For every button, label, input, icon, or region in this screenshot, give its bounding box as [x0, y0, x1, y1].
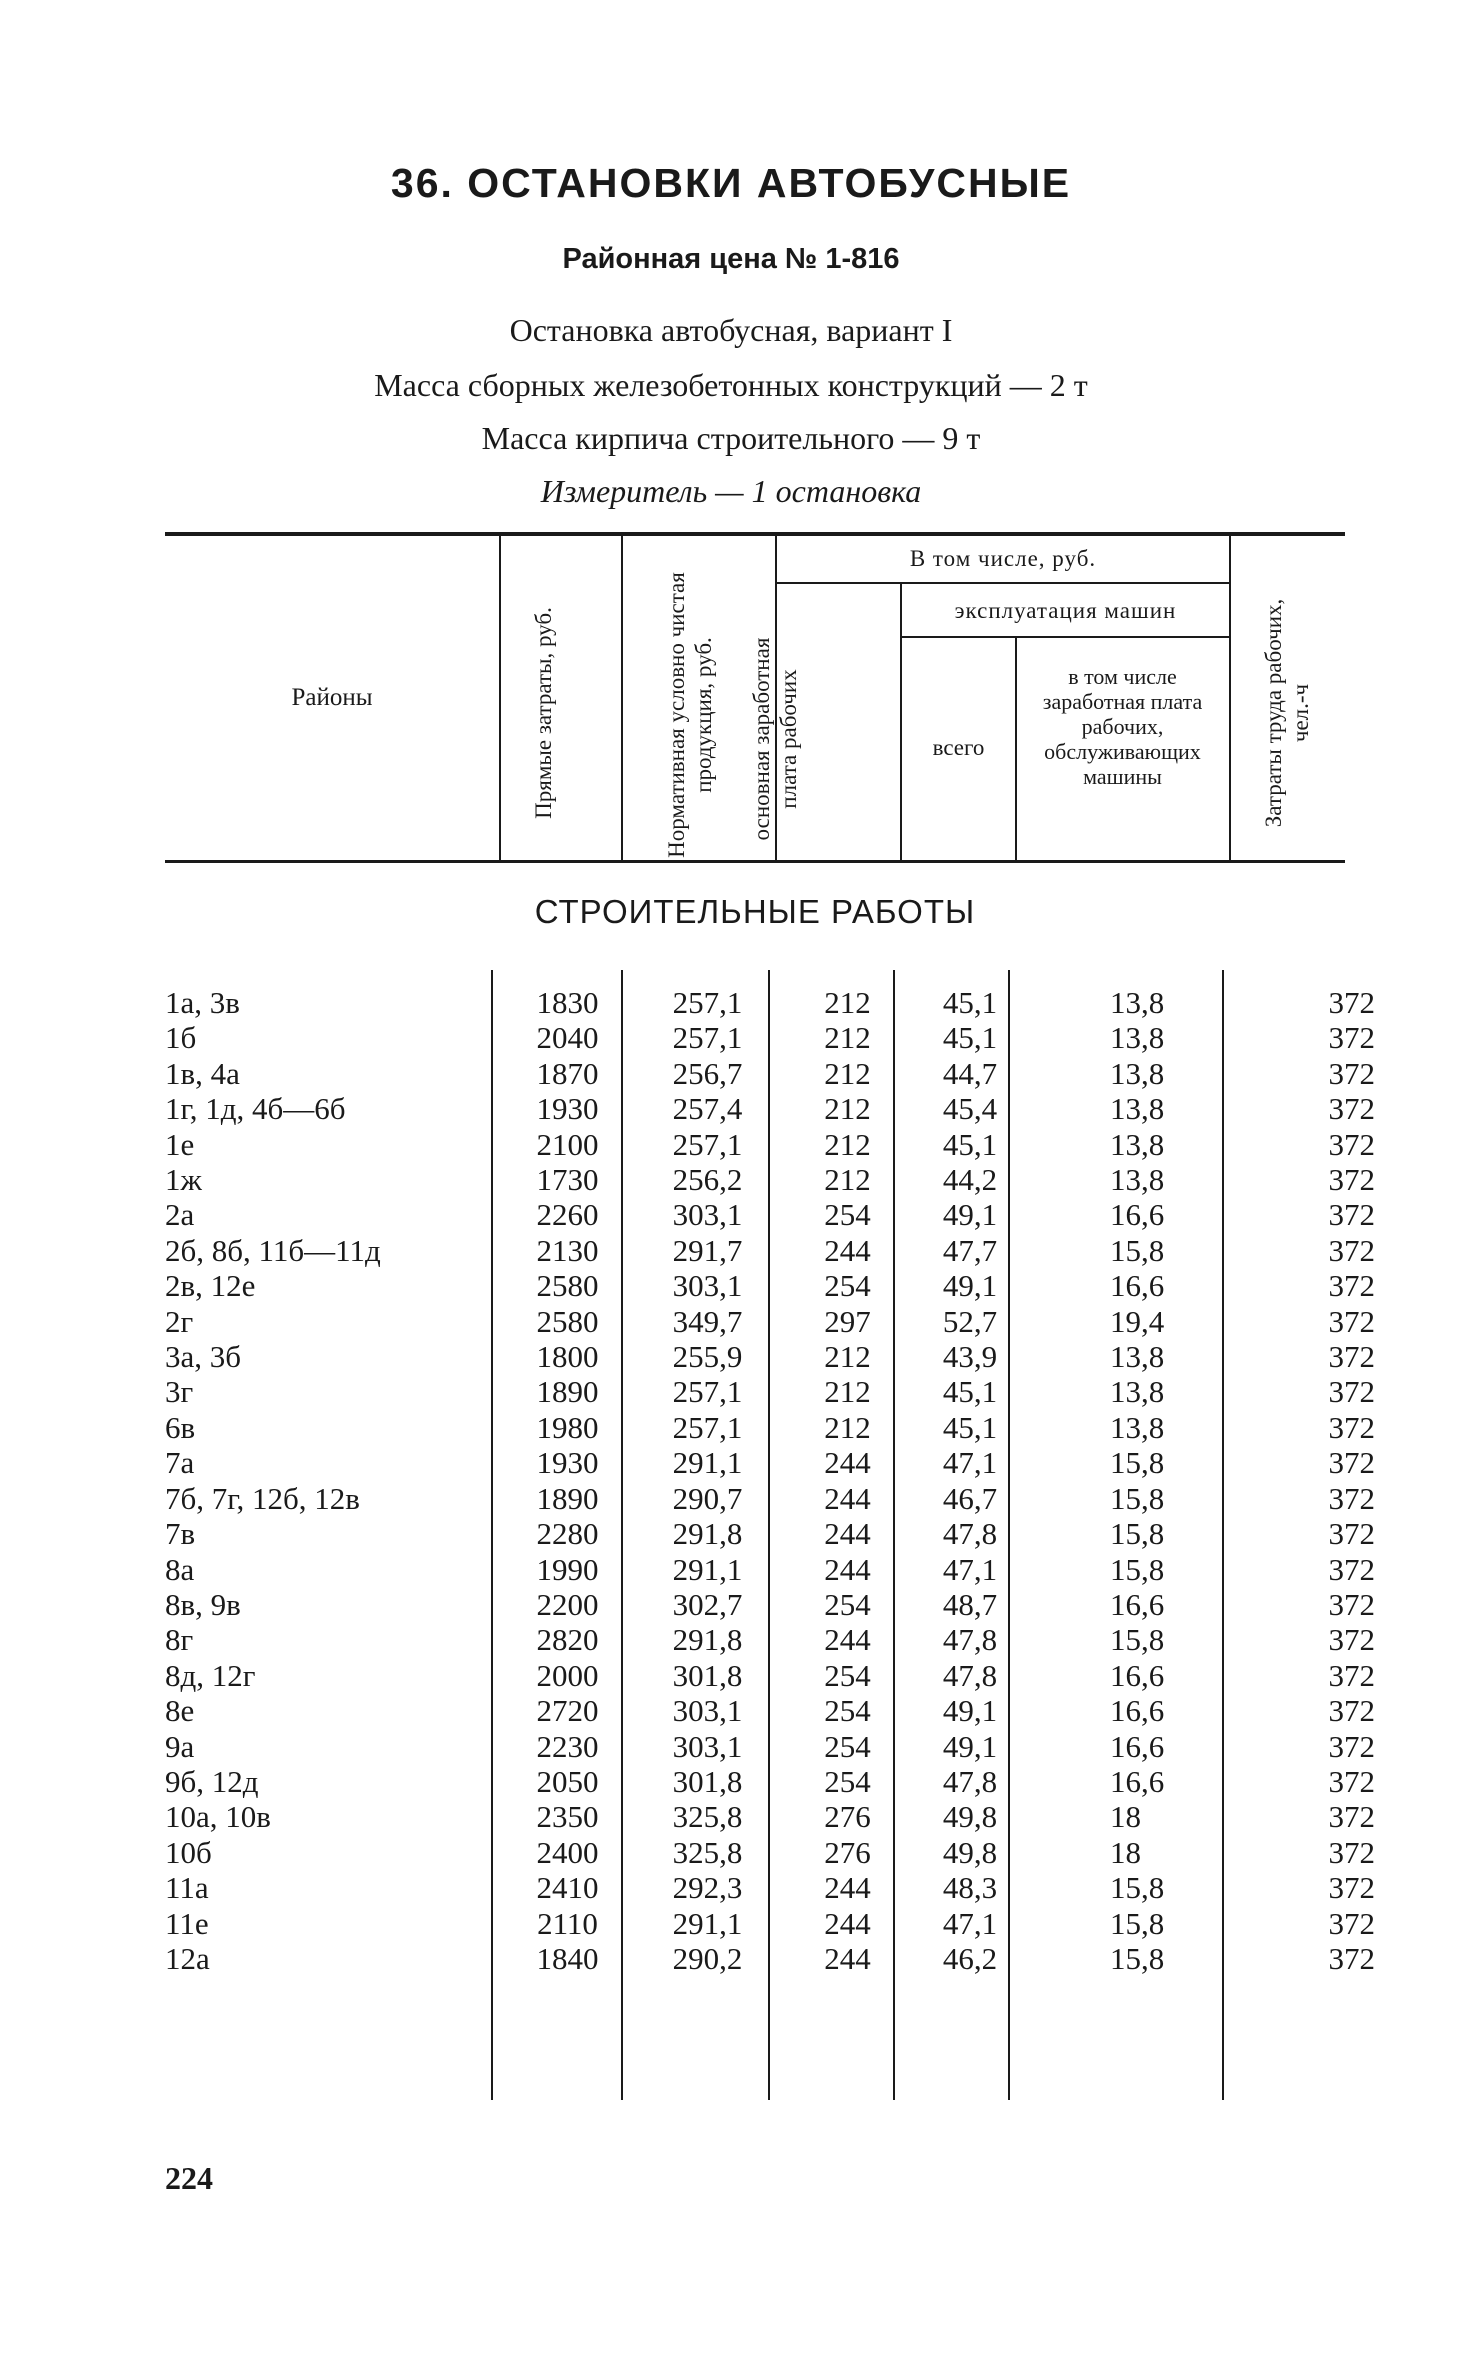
- machine-total-cell: 45,1: [942, 1126, 998, 1162]
- region-cell: 3а, 3б: [165, 1339, 242, 1375]
- labor-cell: 372: [1328, 1516, 1375, 1552]
- table-row: [165, 1941, 1375, 1976]
- machine-total-cell: 44,7: [942, 1055, 998, 1091]
- table-row: [165, 1835, 1375, 1870]
- labor-cell: 372: [1328, 1197, 1375, 1233]
- machine-wage-cell: 18: [1110, 1799, 1141, 1835]
- normative-cell: 303,1: [672, 1268, 743, 1304]
- normative-cell: 255,9: [672, 1339, 743, 1375]
- header-bottom-rule: [165, 860, 1345, 863]
- machine-wage-cell: 16,6: [1110, 1268, 1165, 1304]
- base-wage-cell: 244: [824, 1480, 871, 1516]
- region-cell: 8а: [165, 1551, 195, 1587]
- header-machine-operation: эксплуатация машин: [954, 598, 1177, 623]
- direct-costs-cell: 1830: [536, 985, 599, 1020]
- direct-costs-cell: 1930: [536, 1091, 599, 1127]
- machine-total-cell: 47,8: [942, 1763, 998, 1799]
- machine-total-cell: 47,8: [942, 1516, 998, 1552]
- machine-total-cell: 43,9: [942, 1339, 998, 1375]
- machine-wage-cell: 16,6: [1110, 1657, 1165, 1693]
- table-row: [165, 1516, 1375, 1551]
- table-row: [165, 1091, 1375, 1126]
- labor-cell: 372: [1328, 1728, 1375, 1764]
- direct-costs-cell: 2410: [536, 1870, 599, 1906]
- direct-costs-cell: 2200: [536, 1586, 599, 1622]
- region-cell: 11а: [165, 1870, 209, 1906]
- machine-wage-cell: 15,8: [1110, 1516, 1165, 1552]
- labor-cell: 372: [1328, 1940, 1375, 1976]
- region-cell: 1в, 4а: [165, 1055, 240, 1091]
- labor-cell: 372: [1328, 1834, 1375, 1870]
- table-row: [165, 985, 1375, 1020]
- base-wage-cell: 212: [824, 1339, 871, 1375]
- labor-cell: 372: [1328, 1268, 1375, 1304]
- machine-total-cell: 49,1: [942, 1728, 998, 1764]
- page-title: 36. ОСТАНОВКИ АВТОБУСНЫЕ: [390, 160, 1072, 206]
- machine-total-cell: 47,8: [942, 1657, 998, 1693]
- machine-wage-cell: 13,8: [1110, 1374, 1165, 1410]
- machine-wage-cell: 15,8: [1110, 1940, 1165, 1976]
- base-wage-cell: 254: [824, 1268, 871, 1304]
- direct-costs-cell: 1870: [536, 1055, 599, 1091]
- direct-costs-cell: 1840: [536, 1940, 599, 1976]
- base-wage-cell: 212: [824, 1020, 871, 1056]
- base-wage-cell: 297: [824, 1303, 871, 1339]
- region-cell: 2в, 12е: [165, 1268, 256, 1304]
- labor-cell: 372: [1328, 1763, 1375, 1799]
- normative-cell: 303,1: [672, 1728, 743, 1764]
- region-cell: 1г, 1д, 4б—6б: [165, 1091, 346, 1127]
- normative-cell: 290,7: [672, 1480, 743, 1516]
- direct-costs-cell: 2100: [536, 1126, 599, 1162]
- machine-total-cell: 47,1: [942, 1445, 998, 1481]
- normative-cell: 291,1: [672, 1445, 743, 1481]
- table-row: [165, 1622, 1375, 1657]
- labor-cell: 372: [1328, 1445, 1375, 1481]
- machine-wage-cell: 15,8: [1110, 1445, 1165, 1481]
- normative-cell: 257,1: [672, 1374, 743, 1410]
- normative-cell: 257,4: [672, 1091, 743, 1127]
- machine-total-cell: 49,8: [942, 1799, 998, 1835]
- header-machine-total: всего: [932, 735, 985, 760]
- normative-cell: 325,8: [672, 1799, 743, 1835]
- direct-costs-cell: 2720: [536, 1693, 599, 1729]
- region-cell: 7в: [165, 1516, 196, 1552]
- base-wage-cell: 244: [824, 1905, 871, 1941]
- normative-cell: 303,1: [672, 1197, 743, 1233]
- normative-cell: 291,1: [672, 1551, 743, 1587]
- table-row: [165, 1268, 1375, 1303]
- labor-cell: 372: [1328, 1586, 1375, 1622]
- machine-wage-cell: 15,8: [1110, 1551, 1165, 1587]
- direct-costs-cell: 1990: [536, 1551, 599, 1587]
- base-wage-cell: 244: [824, 1940, 871, 1976]
- header-divider: [902, 636, 1229, 638]
- region-cell: 2б, 8б, 11б—11д: [165, 1232, 381, 1268]
- brick-mass-line: Масса кирпича строительного — 9 т: [481, 420, 981, 456]
- machine-wage-cell: 16,6: [1110, 1693, 1165, 1729]
- machine-wage-cell: 13,8: [1110, 1162, 1165, 1198]
- machine-wage-cell: 13,8: [1110, 1091, 1165, 1127]
- header-divider: [499, 536, 501, 860]
- base-wage-cell: 212: [824, 1409, 871, 1445]
- table-row: [165, 1304, 1375, 1339]
- table-row: [165, 1587, 1375, 1622]
- table-row: [165, 1127, 1375, 1162]
- direct-costs-cell: 2130: [536, 1232, 599, 1268]
- base-wage-cell: 254: [824, 1586, 871, 1622]
- machine-wage-cell: 15,8: [1110, 1905, 1165, 1941]
- direct-costs-cell: 2820: [536, 1622, 599, 1658]
- machine-total-cell: 49,1: [942, 1197, 998, 1233]
- normative-cell: 292,3: [672, 1870, 743, 1906]
- header-direct-costs: Прямые затраты, руб.: [531, 607, 556, 819]
- page-number: 224: [165, 2160, 213, 2196]
- region-cell: 9б, 12д: [165, 1763, 259, 1799]
- direct-costs-cell: 2580: [536, 1268, 599, 1304]
- header-divider: [1015, 638, 1017, 860]
- region-cell: 3г: [165, 1374, 194, 1410]
- machine-total-cell: 49,8: [942, 1834, 998, 1870]
- base-wage-cell: 254: [824, 1657, 871, 1693]
- header-normative-output: Нормативная условно чистая продукция, руб.: [664, 572, 716, 858]
- labor-cell: 372: [1328, 1870, 1375, 1906]
- unit-line: Измеритель — 1 остановка: [540, 473, 922, 509]
- concrete-mass-line: Масса сборных железобетонных конструкций — 2 т: [374, 367, 1088, 403]
- normative-cell: 257,1: [672, 1020, 743, 1056]
- normative-cell: 301,8: [672, 1763, 743, 1799]
- table-row: [165, 1056, 1375, 1091]
- labor-cell: 372: [1328, 1657, 1375, 1693]
- machine-total-cell: 47,7: [942, 1232, 998, 1268]
- table-row: [165, 1481, 1375, 1516]
- machine-wage-cell: 19,4: [1110, 1303, 1165, 1339]
- table-row: [165, 1162, 1375, 1197]
- base-wage-cell: 212: [824, 1126, 871, 1162]
- base-wage-cell: 244: [824, 1232, 871, 1268]
- machine-total-cell: 46,2: [942, 1940, 998, 1976]
- labor-cell: 372: [1328, 1409, 1375, 1445]
- table-row: [165, 1020, 1375, 1055]
- direct-costs-cell: 2260: [536, 1197, 599, 1233]
- direct-costs-cell: 2110: [537, 1905, 598, 1941]
- machine-total-cell: 46,7: [942, 1480, 998, 1516]
- machine-total-cell: 49,1: [942, 1268, 998, 1304]
- labor-cell: 372: [1328, 1162, 1375, 1198]
- base-wage-cell: 244: [824, 1445, 871, 1481]
- direct-costs-cell: 2000: [536, 1657, 599, 1693]
- labor-cell: 372: [1328, 1622, 1375, 1658]
- machine-total-cell: 52,7: [942, 1303, 998, 1339]
- machine-total-cell: 47,1: [942, 1551, 998, 1587]
- header-divider: [900, 584, 902, 860]
- direct-costs-cell: 2580: [536, 1303, 599, 1339]
- direct-costs-cell: 2040: [536, 1020, 599, 1056]
- header-regions: Районы: [291, 684, 373, 711]
- table-top-rule: [165, 532, 1345, 536]
- table-row: [165, 1233, 1375, 1268]
- region-cell: 8е: [165, 1693, 195, 1729]
- table-row: [165, 1870, 1375, 1905]
- base-wage-cell: 212: [824, 985, 871, 1020]
- labor-cell: 372: [1328, 1091, 1375, 1127]
- table-row: [165, 1552, 1375, 1587]
- labor-cell: 372: [1328, 1303, 1375, 1339]
- machine-total-cell: 45,1: [942, 1020, 998, 1056]
- header-divider: [621, 536, 623, 860]
- labor-cell: 372: [1328, 1551, 1375, 1587]
- region-cell: 9а: [165, 1728, 195, 1764]
- direct-costs-cell: 1930: [536, 1445, 599, 1481]
- header-divider: [777, 582, 1229, 584]
- machine-total-cell: 49,1: [942, 1693, 998, 1729]
- normative-cell: 290,2: [672, 1940, 743, 1976]
- region-cell: 1а, 3в: [165, 985, 240, 1020]
- labor-cell: 372: [1328, 1055, 1375, 1091]
- machine-wage-cell: 16,6: [1110, 1763, 1165, 1799]
- machine-total-cell: 47,8: [942, 1622, 998, 1658]
- direct-costs-cell: 2050: [536, 1763, 599, 1799]
- labor-cell: 372: [1328, 985, 1375, 1020]
- header-including: В том числе, руб.: [909, 546, 1097, 571]
- labor-cell: 372: [1328, 1020, 1375, 1056]
- machine-wage-cell: 15,8: [1110, 1232, 1165, 1268]
- prices-table-body: [165, 985, 1375, 1976]
- normative-cell: 302,7: [672, 1586, 743, 1622]
- normative-cell: 301,8: [672, 1657, 743, 1693]
- header-labor-costs: Затраты труда рабочих, чел.-ч: [1261, 598, 1313, 828]
- region-cell: 7а: [165, 1445, 195, 1481]
- direct-costs-cell: 2350: [536, 1799, 599, 1835]
- machine-total-cell: 45,1: [942, 1409, 998, 1445]
- header-divider: [1229, 536, 1231, 860]
- region-cell: 12а: [165, 1940, 210, 1976]
- machine-wage-cell: 13,8: [1110, 1020, 1165, 1056]
- direct-costs-cell: 1800: [536, 1339, 599, 1375]
- table-row: [165, 1197, 1375, 1232]
- machine-wage-cell: 13,8: [1110, 1409, 1165, 1445]
- region-cell: 8в, 9в: [165, 1586, 241, 1622]
- base-wage-cell: 254: [824, 1728, 871, 1764]
- labor-cell: 372: [1328, 1232, 1375, 1268]
- table-row: [165, 1339, 1375, 1374]
- normative-cell: 291,8: [672, 1622, 743, 1658]
- prices-table: [165, 985, 1375, 1976]
- labor-cell: 372: [1328, 1693, 1375, 1729]
- region-cell: 10б: [165, 1834, 212, 1870]
- base-wage-cell: 276: [824, 1834, 871, 1870]
- normative-cell: 291,1: [672, 1905, 743, 1941]
- header-machine-wage: в том числе заработная плата рабочих, обслуживающих машины: [1042, 664, 1203, 789]
- direct-costs-cell: 1980: [536, 1409, 599, 1445]
- labor-cell: 372: [1328, 1374, 1375, 1410]
- normative-cell: 325,8: [672, 1834, 743, 1870]
- region-cell: 11е: [165, 1905, 209, 1941]
- normative-cell: 291,7: [672, 1232, 743, 1268]
- machine-wage-cell: 16,6: [1110, 1586, 1165, 1622]
- machine-wage-cell: 16,6: [1110, 1728, 1165, 1764]
- normative-cell: 257,1: [672, 1126, 743, 1162]
- machine-wage-cell: 16,6: [1110, 1197, 1165, 1233]
- base-wage-cell: 276: [824, 1799, 871, 1835]
- machine-wage-cell: 18: [1110, 1834, 1141, 1870]
- normative-cell: 303,1: [672, 1693, 743, 1729]
- base-wage-cell: 254: [824, 1693, 871, 1729]
- machine-total-cell: 47,1: [942, 1905, 998, 1941]
- labor-cell: 372: [1328, 1339, 1375, 1375]
- region-cell: 1б: [165, 1020, 197, 1056]
- machine-total-cell: 48,3: [942, 1870, 998, 1906]
- table-row: [165, 1729, 1375, 1764]
- base-wage-cell: 254: [824, 1197, 871, 1233]
- direct-costs-cell: 2230: [536, 1728, 599, 1764]
- direct-costs-cell: 2400: [536, 1834, 599, 1870]
- normative-cell: 257,1: [672, 985, 743, 1020]
- machine-wage-cell: 13,8: [1110, 1126, 1165, 1162]
- base-wage-cell: 212: [824, 1162, 871, 1198]
- region-cell: 1е: [165, 1126, 195, 1162]
- region-cell: 10а, 10в: [165, 1799, 271, 1835]
- base-wage-cell: 254: [824, 1763, 871, 1799]
- machine-total-cell: 44,2: [942, 1162, 998, 1198]
- normative-cell: 349,7: [672, 1303, 743, 1339]
- base-wage-cell: 244: [824, 1870, 871, 1906]
- base-wage-cell: 244: [824, 1551, 871, 1587]
- base-wage-cell: 212: [824, 1091, 871, 1127]
- machine-wage-cell: 13,8: [1110, 1055, 1165, 1091]
- base-wage-cell: 244: [824, 1622, 871, 1658]
- machine-wage-cell: 13,8: [1110, 1339, 1165, 1375]
- machine-total-cell: 45,1: [942, 1374, 998, 1410]
- machine-wage-cell: 13,8: [1110, 985, 1165, 1020]
- labor-cell: 372: [1328, 1126, 1375, 1162]
- machine-wage-cell: 15,8: [1110, 1480, 1165, 1516]
- table-row: [165, 1906, 1375, 1941]
- normative-cell: 257,1: [672, 1409, 743, 1445]
- machine-wage-cell: 15,8: [1110, 1622, 1165, 1658]
- labor-cell: 372: [1328, 1905, 1375, 1941]
- direct-costs-cell: 1890: [536, 1374, 599, 1410]
- region-cell: 8г: [165, 1622, 194, 1658]
- direct-costs-cell: 1890: [536, 1480, 599, 1516]
- table-row: [165, 1764, 1375, 1799]
- base-wage-cell: 212: [824, 1374, 871, 1410]
- direct-costs-cell: 2280: [536, 1516, 599, 1552]
- region-cell: 2а: [165, 1197, 195, 1233]
- base-wage-cell: 244: [824, 1516, 871, 1552]
- direct-costs-cell: 1730: [536, 1162, 599, 1198]
- machine-wage-cell: 15,8: [1110, 1870, 1165, 1906]
- table-row: [165, 1374, 1375, 1409]
- section-heading: СТРОИТЕЛЬНЫЕ РАБОТЫ: [534, 893, 976, 930]
- machine-total-cell: 45,1: [942, 985, 998, 1020]
- table-row: [165, 1410, 1375, 1445]
- base-wage-cell: 212: [824, 1055, 871, 1091]
- normative-cell: 256,7: [672, 1055, 743, 1091]
- machine-total-cell: 48,7: [942, 1586, 998, 1622]
- region-cell: 1ж: [165, 1162, 202, 1198]
- machine-total-cell: 45,4: [942, 1091, 998, 1127]
- table-row: [165, 1799, 1375, 1834]
- variant-line: Остановка автобусная, вариант I: [509, 312, 953, 348]
- region-cell: 7б, 7г, 12б, 12в: [165, 1480, 360, 1516]
- normative-cell: 291,8: [672, 1516, 743, 1552]
- region-cell: 6в: [165, 1409, 196, 1445]
- labor-cell: 372: [1328, 1799, 1375, 1835]
- labor-cell: 372: [1328, 1480, 1375, 1516]
- header-base-wage: основная заработная плата рабочих: [749, 637, 801, 841]
- district-price: Районная цена № 1-816: [562, 243, 900, 275]
- table-row: [165, 1658, 1375, 1693]
- region-cell: 8д, 12г: [165, 1657, 256, 1693]
- table-row: [165, 1445, 1375, 1480]
- table-row: [165, 1693, 1375, 1728]
- normative-cell: 256,2: [672, 1162, 743, 1198]
- region-cell: 2г: [165, 1303, 194, 1339]
